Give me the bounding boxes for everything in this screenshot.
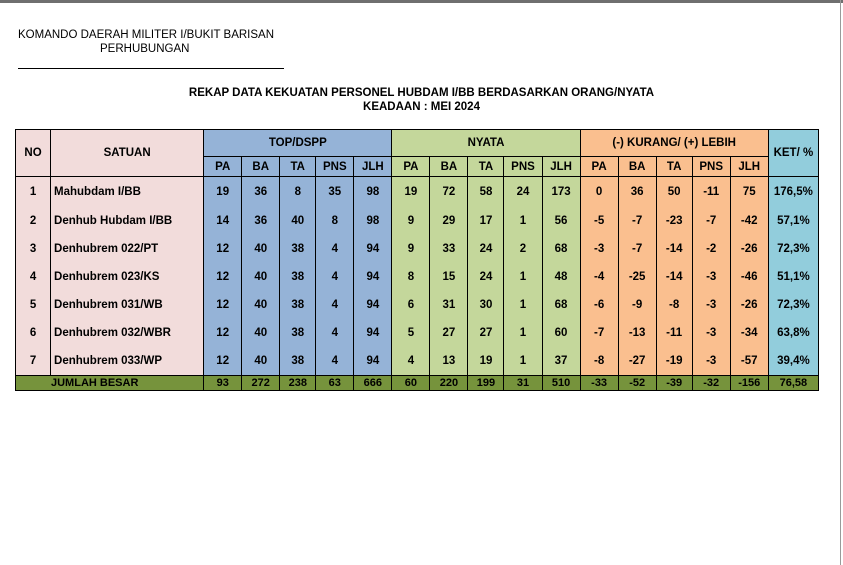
kurang-cell: -14 (656, 263, 692, 291)
doc-subtitle: KEADAAN : MEI 2024 (363, 101, 480, 113)
nyata-cell: 5 (392, 319, 430, 347)
org-line-2: PERHUBUNGAN (100, 43, 190, 55)
top-cell: 4 (316, 235, 354, 263)
nyata-cell: 27 (468, 319, 504, 347)
row-satuan: Denhubrem 023/KS (51, 263, 204, 291)
total-cell: 60 (392, 376, 430, 391)
row-satuan: Mahubdam I/BB (51, 177, 204, 208)
total-cell: 510 (542, 376, 580, 391)
top-cell: 40 (280, 207, 316, 235)
sub-header: JLH (542, 157, 580, 177)
row-ket: 63,8% (768, 319, 818, 347)
row-satuan: Denhub Hubdam I/BB (51, 207, 204, 235)
kurang-cell: -2 (692, 235, 730, 263)
total-cell: 238 (280, 376, 316, 391)
nyata-cell: 68 (542, 291, 580, 319)
kurang-cell: -3 (692, 263, 730, 291)
top-cell: 40 (242, 263, 280, 291)
top-cell: 94 (354, 263, 392, 291)
kurang-cell: -8 (580, 347, 618, 376)
table-row (16, 347, 819, 376)
total-cell: -32 (692, 376, 730, 391)
top-cell: 40 (242, 291, 280, 319)
nyata-cell: 24 (468, 235, 504, 263)
page-right-border (840, 0, 841, 565)
kurang-cell: -3 (580, 235, 618, 263)
top-cell: 12 (204, 319, 242, 347)
org-line-1: KOMANDO DAERAH MILITER I/BUKIT BARISAN (18, 29, 275, 41)
kurang-cell: -4 (580, 263, 618, 291)
total-cell: 63 (316, 376, 354, 391)
kurang-cell: -14 (656, 235, 692, 263)
top-cell: 19 (204, 177, 242, 208)
top-cell: 14 (204, 207, 242, 235)
sub-header: TA (656, 157, 692, 177)
table-body (16, 177, 819, 391)
sub-header: PNS (316, 157, 354, 177)
top-cell: 94 (354, 319, 392, 347)
nyata-cell: 13 (430, 347, 468, 376)
kurang-cell: 50 (656, 177, 692, 208)
page-top-border (0, 0, 843, 3)
kurang-cell: -3 (692, 319, 730, 347)
total-cell: -156 (730, 376, 768, 391)
kurang-cell: 36 (618, 177, 656, 208)
nyata-cell: 1 (504, 347, 542, 376)
kurang-cell: -3 (692, 291, 730, 319)
kurang-cell: -6 (580, 291, 618, 319)
kurang-cell: -19 (656, 347, 692, 376)
top-cell: 40 (242, 235, 280, 263)
sub-header: PNS (504, 157, 542, 177)
kurang-cell: -3 (692, 347, 730, 376)
kurang-cell: 0 (580, 177, 618, 208)
kurang-cell: -9 (618, 291, 656, 319)
nyata-cell: 33 (430, 235, 468, 263)
doc-title: REKAP DATA KEKUATAN PERSONEL HUBDAM I/BB BERDASARKAN ORANG/NYATA (188, 87, 655, 99)
nyata-cell: 29 (430, 207, 468, 235)
nyata-cell: 1 (504, 207, 542, 235)
total-ket: 76,58 (768, 376, 818, 391)
row-satuan: Denhubrem 032/WBR (51, 319, 204, 347)
row-ket: 51,1% (768, 263, 818, 291)
row-no: 4 (16, 263, 51, 291)
row-ket: 72,3% (768, 291, 818, 319)
nyata-cell: 31 (430, 291, 468, 319)
rekap-table (15, 129, 819, 391)
top-cell: 38 (280, 319, 316, 347)
total-label: JUMLAH BESAR (16, 376, 204, 391)
kurang-cell: -25 (618, 263, 656, 291)
kurang-cell: -34 (730, 319, 768, 347)
top-cell: 4 (316, 319, 354, 347)
sub-header: TA (280, 157, 316, 177)
table-row (16, 319, 819, 347)
kurang-cell: -46 (730, 263, 768, 291)
nyata-cell: 1 (504, 263, 542, 291)
top-cell: 38 (280, 347, 316, 376)
kurang-cell: -7 (580, 319, 618, 347)
row-satuan: Denhubrem 022/PT (51, 235, 204, 263)
top-cell: 38 (280, 235, 316, 263)
nyata-cell: 1 (504, 291, 542, 319)
nyata-cell: 8 (392, 263, 430, 291)
sub-header: BA (242, 157, 280, 177)
top-cell: 4 (316, 347, 354, 376)
table-row (16, 263, 819, 291)
nyata-cell: 60 (542, 319, 580, 347)
sub-header: JLH (730, 157, 768, 177)
sub-header: BA (430, 157, 468, 177)
nyata-cell: 24 (468, 263, 504, 291)
top-cell: 35 (316, 177, 354, 208)
kurang-cell: -26 (730, 291, 768, 319)
col-ket-header: KET/ % (768, 130, 818, 177)
sub-header: PA (580, 157, 618, 177)
nyata-cell: 58 (468, 177, 504, 208)
sub-header: PA (392, 157, 430, 177)
row-ket: 57,1% (768, 207, 818, 235)
nyata-cell: 72 (430, 177, 468, 208)
kurang-cell: -11 (692, 177, 730, 208)
row-no: 5 (16, 291, 51, 319)
top-cell: 98 (354, 207, 392, 235)
table-row (16, 177, 819, 208)
top-cell: 12 (204, 263, 242, 291)
top-cell: 4 (316, 291, 354, 319)
nyata-cell: 37 (542, 347, 580, 376)
sub-header: BA (618, 157, 656, 177)
top-cell: 40 (242, 319, 280, 347)
nyata-cell: 2 (504, 235, 542, 263)
row-no: 6 (16, 319, 51, 347)
kurang-cell: -8 (656, 291, 692, 319)
top-cell: 94 (354, 347, 392, 376)
top-cell: 40 (242, 347, 280, 376)
table-row (16, 291, 819, 319)
kurang-cell: -11 (656, 319, 692, 347)
total-cell: -33 (580, 376, 618, 391)
total-cell: 199 (468, 376, 504, 391)
nyata-cell: 24 (504, 177, 542, 208)
top-cell: 94 (354, 291, 392, 319)
row-ket: 72,3% (768, 235, 818, 263)
nyata-cell: 56 (542, 207, 580, 235)
kurang-cell: -5 (580, 207, 618, 235)
kurang-cell: -7 (618, 235, 656, 263)
row-no: 2 (16, 207, 51, 235)
row-ket: 39,4% (768, 347, 818, 376)
nyata-cell: 68 (542, 235, 580, 263)
nyata-cell: 27 (430, 319, 468, 347)
nyata-cell: 4 (392, 347, 430, 376)
table-row (16, 207, 819, 235)
top-cell: 98 (354, 177, 392, 208)
kurang-cell: -7 (618, 207, 656, 235)
top-cell: 38 (280, 263, 316, 291)
row-no: 3 (16, 235, 51, 263)
kurang-cell: -57 (730, 347, 768, 376)
kurang-cell: -23 (656, 207, 692, 235)
nyata-cell: 19 (468, 347, 504, 376)
row-no: 7 (16, 347, 51, 376)
top-cell: 12 (204, 347, 242, 376)
row-satuan: Denhubrem 031/WB (51, 291, 204, 319)
nyata-cell: 48 (542, 263, 580, 291)
total-cell: -39 (656, 376, 692, 391)
row-ket: 176,5% (768, 177, 818, 208)
kurang-cell: 75 (730, 177, 768, 208)
nyata-cell: 30 (468, 291, 504, 319)
total-cell: 93 (204, 376, 242, 391)
group-kurang-header: (-) KURANG/ (+) LEBIH (580, 130, 768, 157)
total-cell: 666 (354, 376, 392, 391)
nyata-cell: 9 (392, 207, 430, 235)
table-row (16, 235, 819, 263)
nyata-cell: 173 (542, 177, 580, 208)
org-header (18, 28, 274, 56)
total-cell: -52 (618, 376, 656, 391)
nyata-cell: 6 (392, 291, 430, 319)
row-no: 1 (16, 177, 51, 208)
nyata-cell: 9 (392, 235, 430, 263)
total-cell: 31 (504, 376, 542, 391)
top-cell: 8 (280, 177, 316, 208)
kurang-cell: -27 (618, 347, 656, 376)
sub-header: JLH (354, 157, 392, 177)
top-cell: 36 (242, 207, 280, 235)
group-nyata-header: NYATA (392, 130, 580, 157)
kurang-cell: -26 (730, 235, 768, 263)
group-top-header: TOP/DSPP (204, 130, 392, 157)
sub-header: PNS (692, 157, 730, 177)
row-satuan: Denhubrem 033/WP (51, 347, 204, 376)
top-cell: 36 (242, 177, 280, 208)
top-cell: 38 (280, 291, 316, 319)
col-no-header: NO (16, 130, 51, 177)
nyata-cell: 19 (392, 177, 430, 208)
sub-header: PA (204, 157, 242, 177)
sub-header: TA (468, 157, 504, 177)
total-cell: 220 (430, 376, 468, 391)
nyata-cell: 17 (468, 207, 504, 235)
top-cell: 12 (204, 235, 242, 263)
total-cell: 272 (242, 376, 280, 391)
kurang-cell: -7 (692, 207, 730, 235)
org-underline (18, 68, 284, 69)
nyata-cell: 15 (430, 263, 468, 291)
total-row (16, 376, 819, 391)
top-cell: 12 (204, 291, 242, 319)
top-cell: 4 (316, 263, 354, 291)
kurang-cell: -42 (730, 207, 768, 235)
top-cell: 8 (316, 207, 354, 235)
col-satuan-header: SATUAN (51, 130, 204, 177)
top-cell: 94 (354, 235, 392, 263)
nyata-cell: 1 (504, 319, 542, 347)
kurang-cell: -13 (618, 319, 656, 347)
